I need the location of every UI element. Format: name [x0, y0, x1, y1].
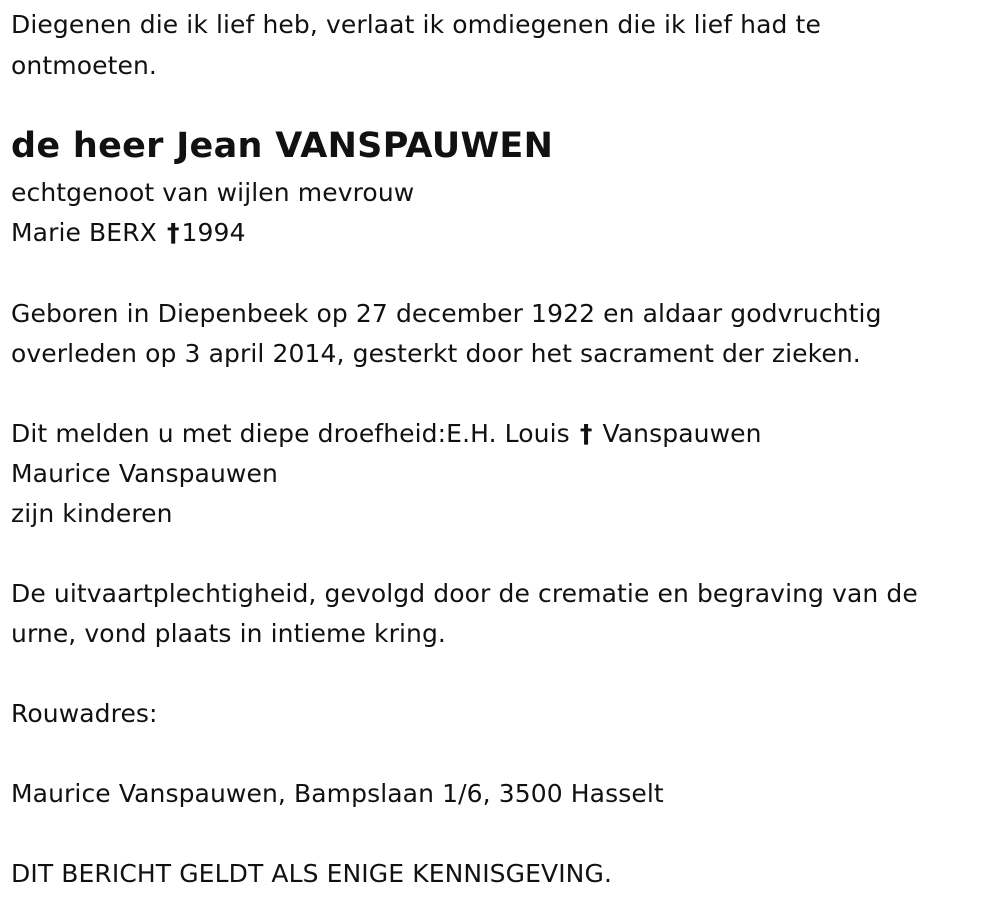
birth-death-line-1: Geboren in Diepenbeek op 27 december 1922 en aldaar godvruchtig	[11, 299, 882, 328]
intro-line-2: ontmoeten.	[11, 51, 157, 80]
ceremony-line-2: urne, vond plaats in intieme kring.	[11, 619, 446, 648]
address-label: Rouwadres:	[11, 699, 158, 728]
cross-icon: †	[579, 419, 593, 448]
cross-icon: †	[166, 218, 180, 247]
ceremony-line-1: De uitvaartplechtigheid, gevolgd door de crematie en begraving van de	[11, 579, 918, 608]
notice: DIT BERICHT GELDT ALS ENIGE KENNISGEVING.	[11, 859, 612, 888]
announcement-line	[11, 414, 762, 454]
spouse-relation: echtgenoot van wijlen mevrouw	[11, 178, 415, 207]
birth-death-line-2: overleden op 3 april 2014, gesterkt door het sacrament der zieken.	[11, 339, 861, 368]
spouse-name: Marie BERX	[11, 218, 157, 247]
announcement-prefix: Dit melden u met diepe droefheid:E.H. Louis	[11, 419, 570, 448]
deceased-name: de heer Jean VANSPAUWEN	[11, 126, 554, 166]
address-value: Maurice Vanspauwen, Bampslaan 1/6, 3500 Hasselt	[11, 779, 664, 808]
spouse-line	[11, 213, 246, 253]
spouse-death-year: 1994	[181, 218, 246, 247]
children-relation: zijn kinderen	[11, 499, 173, 528]
second-child: Maurice Vanspauwen	[11, 459, 278, 488]
announcement-surname: Vanspauwen	[602, 419, 762, 448]
intro-line-1: Diegenen die ik lief heb, verlaat ik omdiegenen die ik lief had te	[11, 10, 821, 39]
